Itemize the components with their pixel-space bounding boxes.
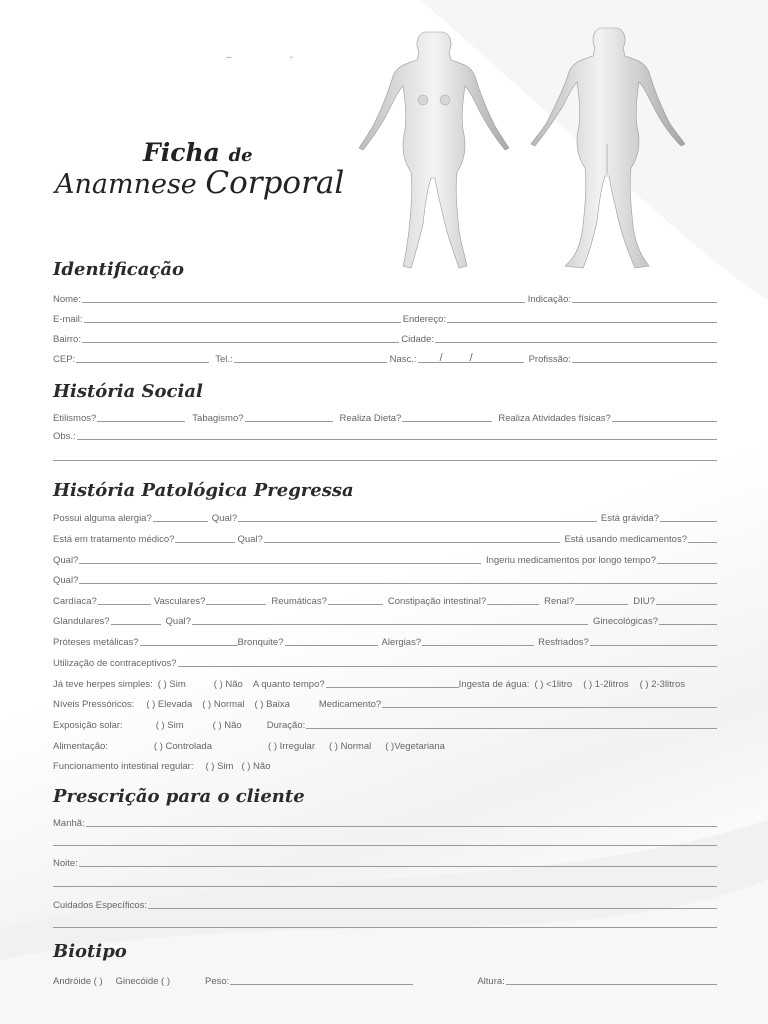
label-agua: Ingesta de água: <box>458 679 530 690</box>
section-title-prescricao: Prescrição para o cliente <box>53 786 305 807</box>
label-nome: Nome: <box>53 294 81 305</box>
option-pressao-baixa[interactable]: ( ) Baixa <box>254 699 290 710</box>
row-habitos <box>53 410 717 424</box>
field-renal[interactable] <box>575 604 628 605</box>
field-altura[interactable] <box>506 984 717 985</box>
label-quanto-tempo: A quanto tempo? <box>252 679 325 690</box>
nasc-slash-1: / <box>439 352 443 364</box>
field-vasculares[interactable] <box>206 604 266 605</box>
row-obs <box>53 428 717 442</box>
row-exposicao <box>53 717 717 731</box>
nasc-slash-2: / <box>469 352 473 364</box>
option-herpes-sim[interactable]: ( ) Sim <box>157 679 186 690</box>
label-vasculares: Vasculares? <box>153 596 206 607</box>
row-intestinal <box>53 758 717 772</box>
label-intestinal: Funcionamento intestinal regular: <box>53 761 194 772</box>
label-renal: Renal? <box>544 596 575 607</box>
row-cep <box>53 351 717 365</box>
label-cidade: Cidade: <box>401 334 434 345</box>
label-bairro: Bairro: <box>53 334 81 345</box>
field-medicamentos-qual[interactable] <box>79 563 481 564</box>
field-tratamento[interactable] <box>175 542 235 543</box>
field-manha-line-2[interactable] <box>53 845 717 846</box>
label-indicacao: Indicação: <box>527 294 571 305</box>
field-cuidados-line-2[interactable] <box>53 927 717 928</box>
label-contraceptivos: Utilização de contraceptivos? <box>53 658 177 669</box>
row-email <box>53 311 717 325</box>
row-biotipo <box>53 973 717 987</box>
option-pressao-elevada[interactable]: ( ) Elevada <box>146 699 193 710</box>
label-noite: Noite: <box>53 858 78 869</box>
label-medicamentos-qual: Qual? <box>53 555 79 566</box>
row-herpes-agua <box>53 676 717 690</box>
field-glandulares-qual[interactable] <box>192 624 588 625</box>
decorative-marks: – - <box>226 52 294 63</box>
field-contraceptivos[interactable] <box>178 666 717 667</box>
row-alimentacao <box>53 738 717 752</box>
row-cuidados <box>53 897 717 911</box>
label-gravida: Está grávida? <box>600 513 659 524</box>
row-ingeriu-qual <box>53 572 717 586</box>
option-exposicao-nao[interactable]: ( ) Não <box>212 720 242 731</box>
label-herpes: Já teve herpes simples: <box>53 679 153 690</box>
label-ingeriu-qual: Qual? <box>53 575 79 586</box>
field-obs-line-2[interactable] <box>53 460 717 461</box>
label-bronquite: Bronquite? <box>237 637 284 648</box>
label-glandulares: Glandulares? <box>53 616 110 627</box>
section-title-historia-social: História Social <box>53 381 203 402</box>
field-bronquite[interactable] <box>285 645 378 646</box>
field-noite-line-2[interactable] <box>53 886 717 887</box>
option-herpes-nao[interactable]: ( ) Não <box>213 679 243 690</box>
label-constipacao: Constipação intestinal? <box>387 596 487 607</box>
option-agua-1-2[interactable]: ( ) 1-2litros <box>583 679 629 690</box>
label-manha: Manhã: <box>53 818 85 829</box>
option-alimentacao-normal[interactable]: ( ) Normal <box>329 741 372 752</box>
body-back-illustration <box>525 26 690 274</box>
field-tel[interactable] <box>234 362 387 363</box>
field-indicacao[interactable] <box>572 302 717 303</box>
label-reumaticas: Reumáticas? <box>271 596 327 607</box>
field-bairro[interactable] <box>82 342 399 343</box>
label-cep: CEP: <box>53 354 76 365</box>
row-manha <box>53 815 717 829</box>
label-atividades: Realiza Atividades físicas? <box>498 413 611 424</box>
label-ginecologicas: Ginecológicas? <box>593 616 658 627</box>
option-intestinal-nao[interactable]: ( ) Não <box>241 761 271 772</box>
row-qual-ingeriu <box>53 552 717 566</box>
label-etilismo: Etilismos? <box>53 413 97 424</box>
label-diu: DIU? <box>633 596 655 607</box>
label-profissao: Profissão: <box>528 354 571 365</box>
option-pressao-normal[interactable]: ( ) Normal <box>202 699 245 710</box>
field-alergia[interactable] <box>153 521 208 522</box>
label-exposicao: Exposição solar: <box>53 720 123 731</box>
field-tratamento-qual[interactable] <box>264 542 561 543</box>
label-cardiaca: Cardíaca? <box>53 596 97 607</box>
field-manha[interactable] <box>86 826 717 827</box>
label-endereco: Endereço: <box>402 314 446 325</box>
field-cuidados[interactable] <box>148 908 717 909</box>
field-nome[interactable] <box>82 302 525 303</box>
form-title-ficha: Ficha de <box>143 138 253 167</box>
row-doencas-3 <box>53 634 717 648</box>
field-alergias[interactable] <box>422 645 534 646</box>
field-cardiaca[interactable] <box>98 604 151 605</box>
option-alimentacao-controlada[interactable]: ( ) Controlada <box>153 741 213 752</box>
label-proteses: Próteses metálicas? <box>53 637 139 648</box>
field-peso[interactable] <box>230 984 413 985</box>
option-agua-menos-1[interactable]: ( ) <1litro <box>534 679 573 690</box>
label-nasc: Nasc.: <box>389 354 417 365</box>
label-tratamento: Está em tratamento médico? <box>53 534 175 545</box>
label-glandulares-qual: Qual? <box>165 616 191 627</box>
field-ingeriu-qual[interactable] <box>79 583 717 584</box>
row-doencas-1 <box>53 593 717 607</box>
option-agua-2-3[interactable]: ( ) 2-3litros <box>639 679 686 690</box>
field-tabagismo[interactable] <box>245 421 333 422</box>
label-alergias: Alergias? <box>381 637 422 648</box>
section-title-historia-patologica: História Patológica Pregressa <box>53 480 354 501</box>
label-obs: Obs.: <box>53 431 76 442</box>
label-duracao: Duração: <box>266 720 306 731</box>
field-dieta[interactable] <box>402 421 492 422</box>
option-exposicao-sim[interactable]: ( ) Sim <box>155 720 184 731</box>
row-pressoricos <box>53 696 717 710</box>
field-etilismo[interactable] <box>97 421 185 422</box>
option-androide[interactable]: Andróide ( ) <box>53 976 103 987</box>
section-title-identificacao: Identificação <box>53 259 185 280</box>
option-alimentacao-vegetariana[interactable]: ( )Vegetariana <box>385 741 445 752</box>
option-intestinal-sim[interactable]: ( ) Sim <box>205 761 234 772</box>
option-ginecoide[interactable]: Ginecóide ( ) <box>115 976 171 987</box>
label-alimentacao: Alimentação: <box>53 741 108 752</box>
section-title-biotipo: Biotipo <box>53 941 127 962</box>
label-altura: Altura: <box>477 976 505 987</box>
row-tratamento <box>53 531 717 545</box>
label-ingeriu: Ingeriu medicamentos por longo tempo? <box>485 555 656 566</box>
field-atividades[interactable] <box>612 421 717 422</box>
row-contraceptivos <box>53 655 717 669</box>
row-nome <box>53 291 717 305</box>
field-constipacao[interactable] <box>487 604 539 605</box>
field-obs[interactable] <box>77 439 717 440</box>
field-endereco[interactable] <box>447 322 717 323</box>
field-quanto-tempo[interactable] <box>326 687 459 688</box>
field-glandulares[interactable] <box>111 624 161 625</box>
field-cep[interactable] <box>76 362 209 363</box>
label-peso: Peso: <box>205 976 230 987</box>
label-medicamento: Medicamento? <box>318 699 382 710</box>
row-doencas-2 <box>53 613 717 627</box>
option-alimentacao-irregular[interactable]: ( ) Irregular <box>268 741 315 752</box>
form-title-main: Anamnese Corporal <box>55 165 345 201</box>
field-email[interactable] <box>84 322 401 323</box>
body-front-illustration <box>355 30 515 275</box>
field-ingeriu[interactable] <box>657 563 717 564</box>
label-pressoricos: Níveis Pressóricos: <box>53 699 135 710</box>
label-alergia-qual: Qual? <box>211 513 238 524</box>
field-medicamento[interactable] <box>382 707 717 708</box>
row-bairro <box>53 331 717 345</box>
label-alergia: Possui alguma alergia? <box>53 513 152 524</box>
row-alergia <box>53 510 717 524</box>
label-tratamento-qual: Qual? <box>237 534 263 545</box>
label-tel: Tel.: <box>215 354 233 365</box>
label-cuidados: Cuidados Específicos: <box>53 900 147 911</box>
field-alergia-qual[interactable] <box>238 521 597 522</box>
field-noite[interactable] <box>79 866 717 867</box>
field-profissao[interactable] <box>572 362 717 363</box>
label-resfriados: Resfriados? <box>538 637 589 648</box>
field-nasc[interactable] <box>418 352 524 364</box>
label-dieta: Realiza Dieta? <box>339 413 402 424</box>
row-noite <box>53 855 717 869</box>
field-ginecologicas[interactable] <box>659 624 717 625</box>
field-duracao[interactable] <box>306 728 717 729</box>
field-diu[interactable] <box>656 604 717 605</box>
label-medicamentos: Está usando medicamentos? <box>564 534 687 545</box>
field-reumaticas[interactable] <box>328 604 383 605</box>
field-cidade[interactable] <box>435 342 717 343</box>
field-proteses[interactable] <box>140 645 238 646</box>
label-tabagismo: Tabagismo? <box>192 413 244 424</box>
field-medicamentos[interactable] <box>688 542 717 543</box>
field-resfriados[interactable] <box>590 645 717 646</box>
field-gravida[interactable] <box>660 521 717 522</box>
label-email: E-mail: <box>53 314 83 325</box>
